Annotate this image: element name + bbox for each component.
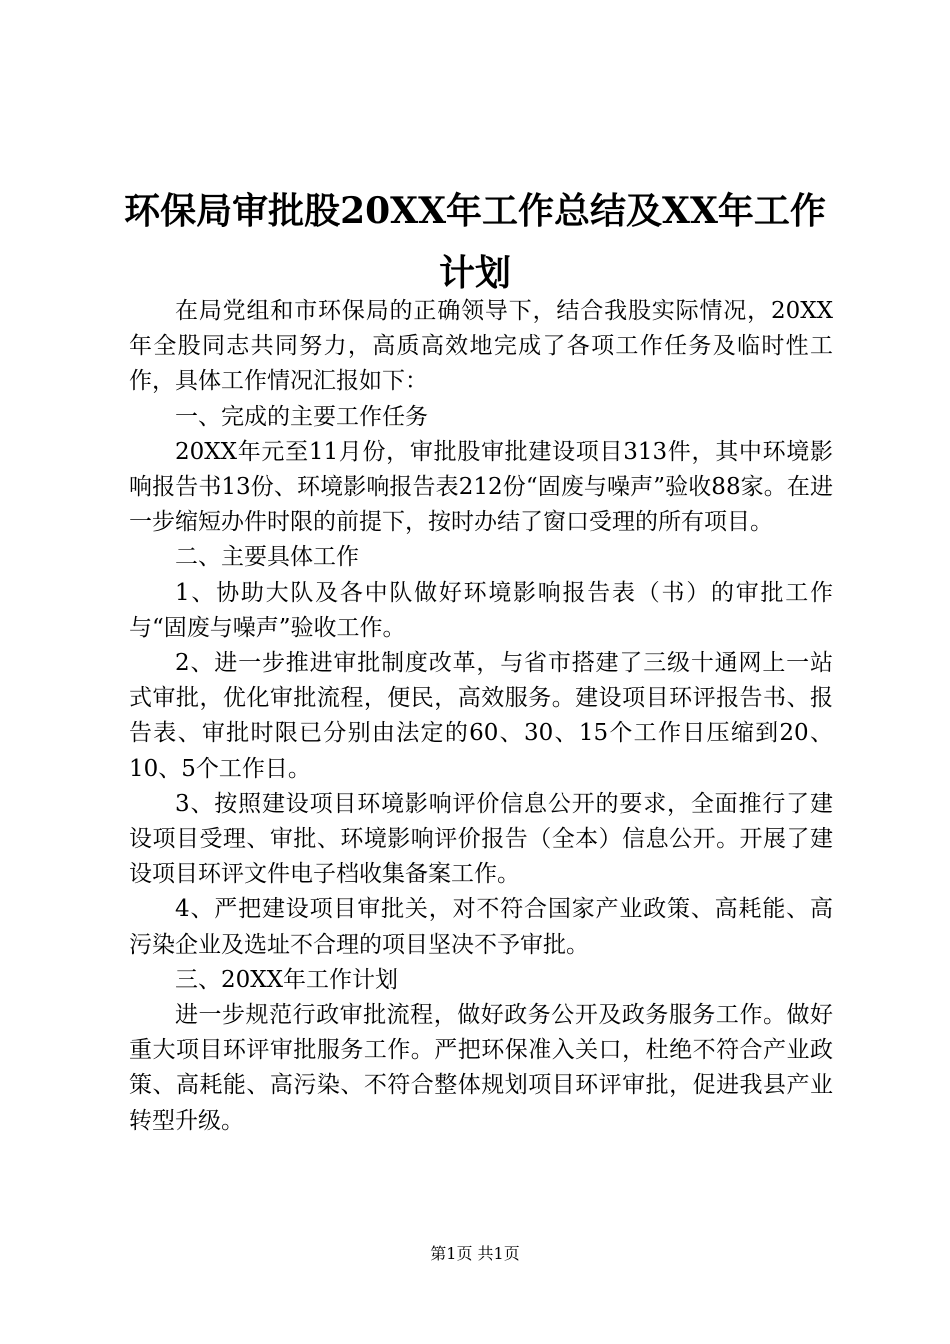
page-footer: 第1页 共1页 — [430, 1244, 520, 1263]
paragraph-work-item-2: 2、进一步推进审批制度改革，与省市搭建了三级十通网上一站式审批，优化审批流程，便民，高效服务。建设项目环评报告书、报告表、审批时限已分别由法定的60、30、15个工作日压缩到20、10、5个工作日。 — [129, 650, 833, 782]
paragraph-main-tasks: 20XX年元至11月份，审批股审批建设项目313件，其中环境影响报告书13份、环境影响报告表212份“固废与噪声”验收88家。在进一步缩短办件时限的前提下，按时办结了窗口受理的所有项目。 — [129, 438, 833, 536]
section-heading-1: 一、完成的主要工作任务 — [175, 403, 428, 430]
paragraph-work-item-3: 3、按照建设项目环境影响评价信息公开的要求，全面推行了建设项目受理、审批、环境影响评价报告（全本）信息公开。开展了建设项目环评文件电子档收集备案工作。 — [129, 790, 833, 888]
paragraph-intro: 在局党组和市环保局的正确领导下，结合我股实际情况，20XX年全股同志共同努力，高质高效地完成了各项工作任务及临时性工作，具体工作情况汇报如下： — [129, 298, 833, 395]
document-title: 环保局审批股20XX年工作总结及XX年工作计划 — [124, 190, 826, 294]
section-heading-3: 三、20XX年工作计划 — [175, 966, 399, 993]
paragraph-work-plan: 进一步规范行政审批流程，做好政务公开及政务服务工作。做好重大项目环评审批服务工作。严把环保准入关口，杜绝不符合产业政策、高耗能、高污染、不符合整体规划项目环评审批，促进我县产业转型升级。 — [129, 1002, 833, 1134]
section-heading-2: 二、主要具体工作 — [175, 544, 359, 571]
paragraph-work-item-4: 4、严把建设项目审批关，对不符合国家产业政策、高耗能、高污染企业及选址不合理的项目坚决不予审批。 — [129, 896, 833, 958]
paragraph-work-item-1: 1、协助大队及各中队做好环境影响报告表（书）的审批工作与“固废与噪声”验收工作。 — [129, 579, 833, 641]
document-body — [129, 294, 833, 1139]
